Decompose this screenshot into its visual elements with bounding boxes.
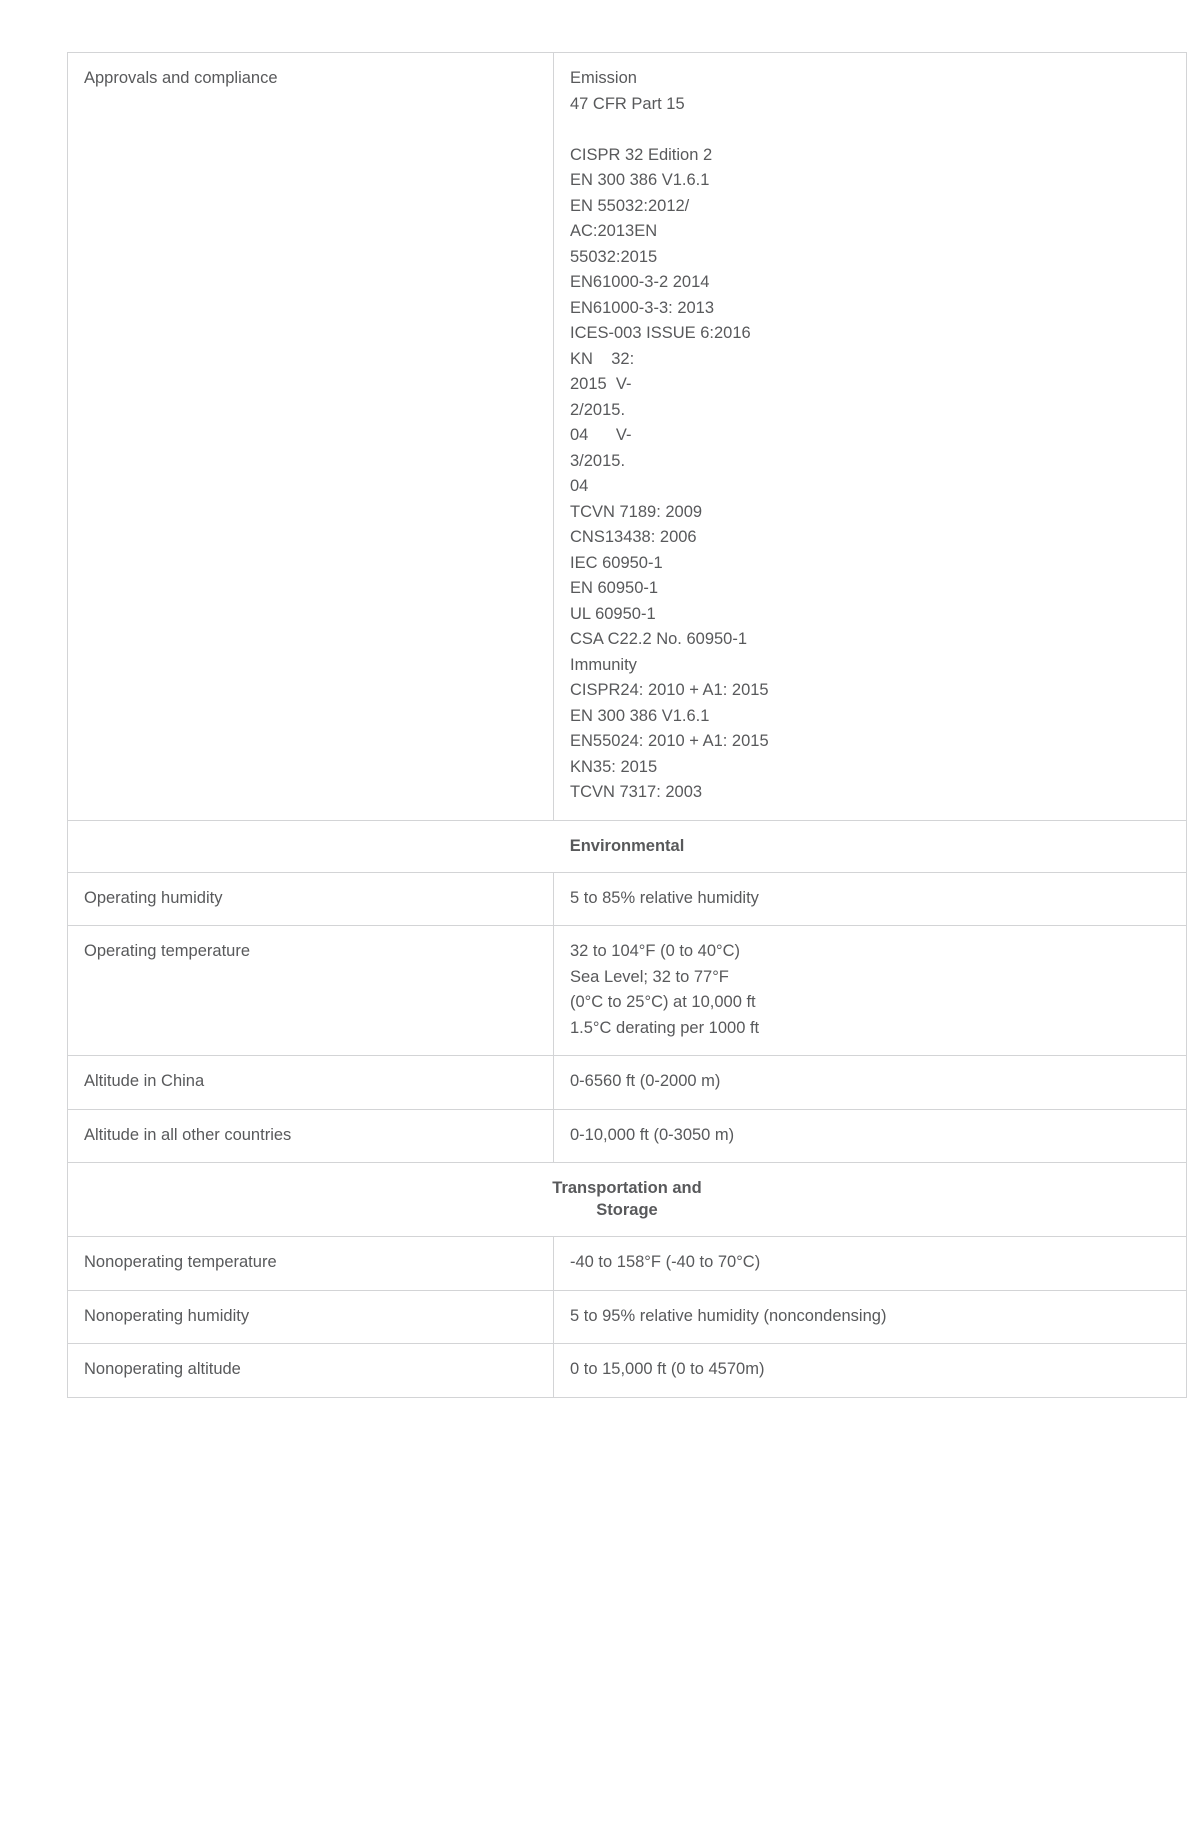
value-line: IEC 60950-1 xyxy=(570,553,663,572)
table-row xyxy=(68,872,1187,926)
section-title-line: Environmental xyxy=(569,836,685,855)
value-line: EN61000-3-3: 2013 xyxy=(570,298,715,317)
table-section-row xyxy=(68,1163,1187,1237)
value-line: 0 to 15,000 ft (0 to 4570m) xyxy=(570,1360,765,1378)
row-value xyxy=(554,926,1187,1056)
row-value xyxy=(554,53,1187,821)
row-value xyxy=(554,1056,1187,1110)
row-value xyxy=(554,872,1187,926)
value-line: EN 55032:2012/ xyxy=(570,196,690,215)
value-line: 5 to 85% relative humidity xyxy=(570,888,759,907)
value-line: Emission xyxy=(570,69,637,87)
value-line: 1.5°C derating per 1000 ft xyxy=(570,1018,760,1037)
value-line: CSA C22.2 No. 60950-1 xyxy=(570,630,748,648)
value-blank-line xyxy=(570,117,1170,143)
table-row xyxy=(68,1237,1187,1291)
value-line: 04 V- xyxy=(570,426,632,444)
row-value xyxy=(554,1109,1187,1163)
section-title-line: Storage xyxy=(596,1201,658,1219)
table-row xyxy=(68,1344,1187,1398)
row-label: Approvals and compliance xyxy=(68,53,554,821)
row-value xyxy=(554,1237,1187,1291)
value-line: EN 300 386 V1.6.1 xyxy=(570,706,710,725)
table-section-row xyxy=(68,820,1187,872)
section-title xyxy=(68,1163,1187,1237)
row-label: Nonoperating temperature xyxy=(68,1237,554,1291)
value-line: EN61000-3-2 2014 xyxy=(570,273,710,291)
row-label: Nonoperating altitude xyxy=(68,1344,554,1398)
table-row xyxy=(68,53,1187,821)
value-line: EN 300 386 V1.6.1 xyxy=(570,171,710,189)
value-line: 5 to 95% relative humidity (noncondensing) xyxy=(570,1306,887,1325)
table-row xyxy=(68,1056,1187,1110)
value-line: TCVN 7317: 2003 xyxy=(570,783,703,801)
specifications-table-body xyxy=(68,53,1187,1398)
value-line: 04 xyxy=(570,477,589,495)
value-line: KN35: 2015 xyxy=(570,757,658,776)
row-label: Altitude in all other countries xyxy=(68,1109,554,1163)
value-line: 0-10,000 ft (0-3050 m) xyxy=(570,1125,735,1144)
section-title-line: Transportation and xyxy=(552,1179,702,1197)
value-line: UL 60950-1 xyxy=(570,604,656,623)
value-line: TCVN 7189: 2009 xyxy=(570,502,703,521)
row-label: Operating temperature xyxy=(68,926,554,1056)
row-label: Altitude in China xyxy=(68,1056,554,1110)
value-line: CISPR24: 2010 + A1: 2015 xyxy=(570,681,769,699)
specifications-table xyxy=(67,52,1187,1398)
value-line: 0-6560 ft (0-2000 m) xyxy=(570,1072,721,1090)
value-line: 3/2015. xyxy=(570,451,626,470)
table-row xyxy=(68,1290,1187,1344)
value-line: 2015 V- xyxy=(570,375,632,393)
row-label: Operating humidity xyxy=(68,872,554,926)
value-line: 2/2015. xyxy=(570,400,626,419)
value-line: Sea Level; 32 to 77°F xyxy=(570,967,729,986)
value-line: EN55024: 2010 + A1: 2015 xyxy=(570,732,769,750)
row-value xyxy=(554,1290,1187,1344)
value-line: CISPR 32 Edition 2 xyxy=(570,145,713,164)
value-line: -40 to 158°F (-40 to 70°C) xyxy=(570,1253,761,1271)
table-row xyxy=(68,1109,1187,1163)
value-line: AC:2013EN xyxy=(570,222,658,240)
row-value xyxy=(554,1344,1187,1398)
value-line: KN 32: xyxy=(570,349,635,368)
value-line: ICES-003 ISSUE 6:2016 xyxy=(570,324,751,342)
value-line: 55032:2015 xyxy=(570,247,658,266)
value-line: Immunity xyxy=(570,655,637,674)
table-row xyxy=(68,926,1187,1056)
value-line: 47 CFR Part 15 xyxy=(570,94,685,113)
value-line: CNS13438: 2006 xyxy=(570,528,697,546)
section-title xyxy=(68,820,1187,872)
value-line: (0°C to 25°C) at 10,000 ft xyxy=(570,993,756,1011)
value-line: 32 to 104°F (0 to 40°C) xyxy=(570,942,741,960)
row-label: Nonoperating humidity xyxy=(68,1290,554,1344)
value-line: EN 60950-1 xyxy=(570,579,659,597)
